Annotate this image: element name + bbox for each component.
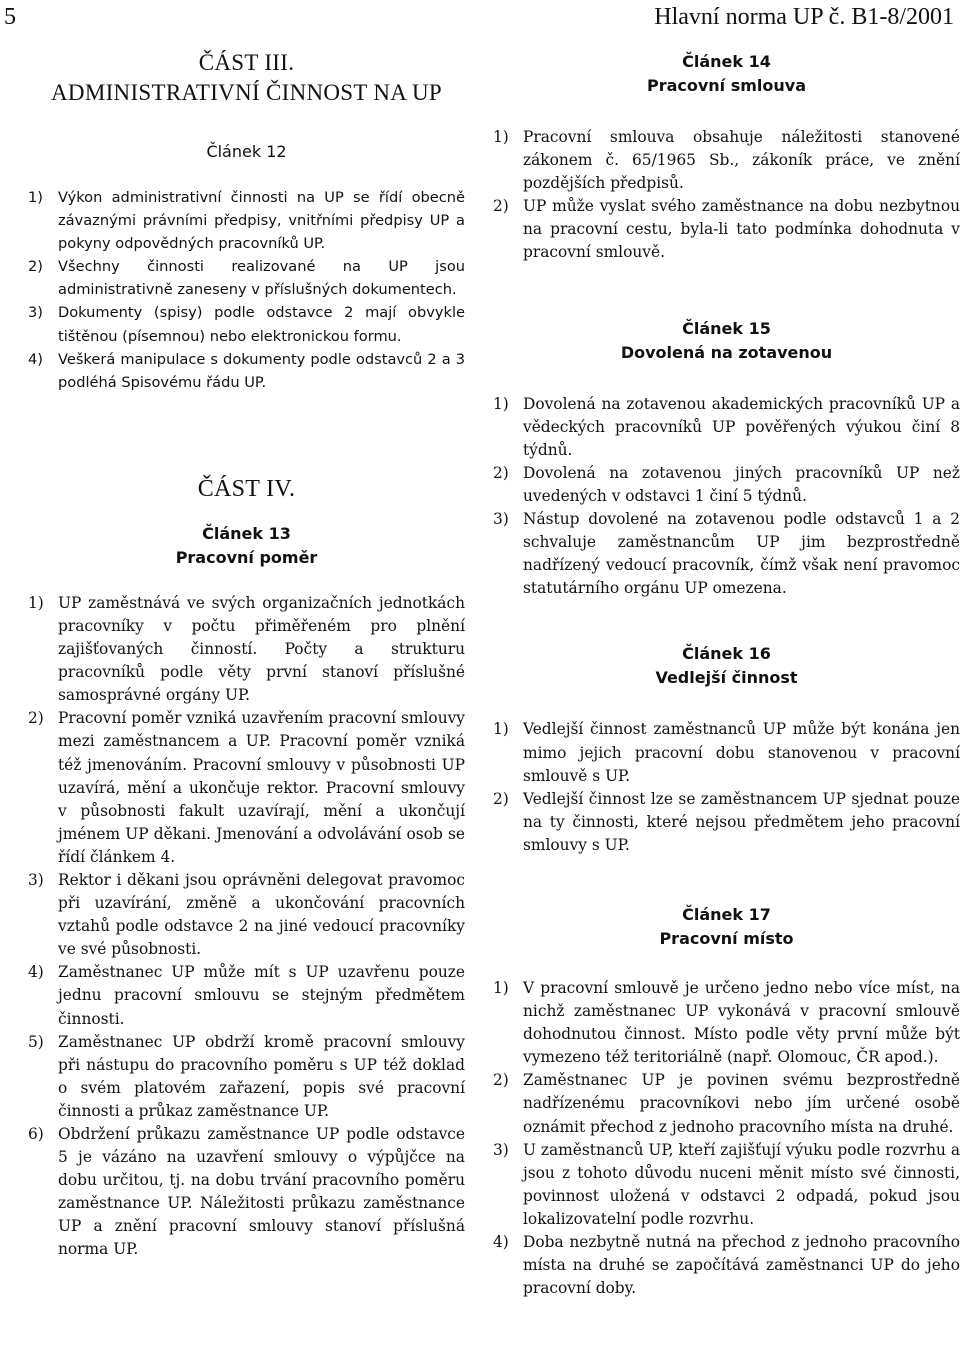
item-text: V pracovní smlouvě je určeno jedno nebo více míst, na nichž zaměstnanec UP vykonává v pracovní smlouvě dohodnutou činnost. Místo podle věty první může být vymezeno též teritoriálně (např. Olomouc, ČR apod.). (523, 978, 960, 1067)
item-text: Dovolená na zotavenou jiných pracovníků UP než uvedených v odstavci 1 činí 5 týdnů. (523, 463, 960, 505)
item-number: 5) (28, 1032, 44, 1051)
item-text: Pracovní smlouva obsahuje náležitosti stanovené zákonem č. 65/1965 Sb., zákoník práce, ve znění pozdějších předpisů. (523, 128, 960, 193)
item-text: Dokumenty (spisy) podle odstavce 2 mají obvykle tištěnou (písemnou) nebo elektronickou formu. (58, 304, 465, 345)
article-14-subtitle: Pracovní smlouva (646, 76, 807, 95)
item-number: 3) (493, 510, 509, 529)
item-number: 2) (493, 197, 509, 216)
list-item (493, 977, 960, 1069)
item-number: 1) (493, 720, 509, 739)
article-15-title: Článek 15 (682, 318, 771, 338)
item-number: 4) (493, 1233, 509, 1251)
item-text: Zaměstnanec UP může mít s UP uzavřenu pouze jednu pracovní smlouvu se stejným předmětem činnosti. (58, 963, 465, 1028)
article-12-heading (28, 140, 465, 164)
list-item (28, 707, 465, 869)
list-item (493, 195, 960, 264)
article-14-title: Článek 14 (682, 52, 771, 71)
article-13-heading (28, 522, 465, 570)
article-13-list (28, 592, 465, 1262)
list-item (28, 186, 465, 255)
list-item (493, 1139, 960, 1231)
article-15-subtitle: Dovolená na zotavenou (620, 342, 833, 362)
article-13-subtitle: Pracovní poměr (175, 547, 318, 567)
article-17-subtitle: Pracovní místo (659, 928, 794, 948)
item-text: Pracovní poměr vzniká uzavřením pracovní smlouvy mezi zaměstnancem a UP. Pracovní poměr vzniká též jmenováním. Pracovní smlouvy v působnosti UP uzavírá, mění a ukončuje rektor. Pracovní smlouvy v působnosti fakult uzavírají, mění a ukončují jménem UP děkani. Jmenování a odvolávání osob se řídí článkem 4. (58, 709, 465, 866)
document-reference: Hlavní norma UP č. B1-8/2001 (654, 4, 954, 30)
list-item (493, 126, 960, 195)
item-text: Zaměstnanec UP je povinen svému bezprostředně nadřízenému pracovníkovi nebo jím určené osobě oznámit přechod z jednoho pracovního místa na druhé. (523, 1071, 960, 1136)
list-item (28, 1031, 465, 1123)
item-number: 2) (28, 258, 43, 276)
item-text: UP může vyslat svého zaměstnance na dobu nezbytnou na pracovní cestu, byla-li tato podmínka dohodnuta v pracovní smlouvě. (523, 197, 960, 262)
list-item (28, 1123, 465, 1262)
item-number: 1) (28, 593, 44, 612)
list-item (493, 1231, 960, 1300)
item-text: Doba nezbytně nutná na přechod z jednoho pracovního místa na druhé se započítává zaměstnanci UP do jeho pracovní doby. (523, 1233, 960, 1298)
list-item (493, 393, 960, 462)
item-number: 2) (28, 709, 44, 728)
part-3-title: ČÁST III. (198, 50, 295, 75)
item-text: Vedlejší činnost zaměstnanců UP může být konána jen mimo jejich pracovní dobu stanovenou v pracovní smlouvě s UP. (523, 720, 960, 785)
list-item (28, 301, 465, 347)
list-item (493, 718, 960, 787)
article-16-heading (493, 642, 960, 690)
list-item (493, 508, 960, 600)
list-item (28, 255, 465, 301)
item-number: 1) (493, 978, 509, 997)
list-item (28, 961, 465, 1030)
item-number: 1) (28, 189, 43, 206)
list-item (493, 462, 960, 508)
article-17-heading (493, 903, 960, 951)
item-number: 1) (493, 128, 509, 146)
page-number: 5 (4, 4, 16, 30)
item-text: Vedlejší činnost lze se zaměstnancem UP sjednat pouze na ty činnosti, které nejsou předmětem jeho pracovní smlouvy s UP. (523, 789, 960, 854)
item-number: 2) (493, 463, 509, 482)
list-item (28, 592, 465, 707)
item-number: 4) (28, 963, 44, 982)
item-text: Výkon administrativní činnosti na UP se řídí obecně závaznými právními předpisy, vnitřními předpisy UP a pokyny odpovědných pracovníků UP. (58, 189, 465, 253)
item-number: 2) (493, 1071, 509, 1090)
item-text: Rektor i děkani jsou oprávněni delegovat pravomoc při uzavírání, změně a ukončování pracovních vztahů podle odstavce 2 na jiné vedoucí pracovníky ve své působnosti. (58, 870, 465, 959)
article-12-list (28, 186, 465, 394)
article-16-list (493, 718, 960, 857)
item-text: Veškerá manipulace s dokumenty podle odstavců 2 a 3 podléhá Spisovému řádu UP. (58, 350, 465, 391)
item-number: 4) (28, 350, 43, 368)
part-3-subtitle: ADMINISTRATIVNÍ ČINNOST NA UP (51, 80, 442, 105)
item-text: UP zaměstnává ve svých organizačních jednotkách pracovníky v počtu přiměřeném pro plnění zajišťovaných činností. Počty a strukturu pracovníků podle věty první stanoví příslušné samosprávné orgány UP. (58, 593, 465, 705)
item-text: U zaměstnanců UP, kteří zajišťují výuku podle rozvrhu a jsou z tohoto důvodu nuceni měnit místo své činnosti, povinnost uložená v odstavci 2 odpadá, pokud jsou lokalizovatelní podle rozvrhu. (523, 1140, 960, 1228)
item-number: 3) (28, 870, 44, 889)
item-number: 1) (493, 394, 509, 413)
list-item (493, 788, 960, 857)
list-item (28, 348, 465, 394)
item-text: Nástup dovolené na zotavenou podle odstavců 1 a 2 schvaluje zaměstnancům UP jim bezprostředně nadřízený vedoucí pracovník, čímž však není pravomoc statutárního orgánu UP omezena. (523, 510, 960, 598)
list-item (493, 1069, 960, 1138)
item-number: 3) (493, 1140, 509, 1159)
item-text: Všechny činnosti realizované na UP jsou administrativně zaneseny v příslušných dokumentech. (58, 258, 465, 299)
article-15-list (493, 393, 960, 601)
article-17-title: Článek 17 (682, 904, 771, 924)
left-column (28, 42, 465, 1262)
list-item (28, 869, 465, 961)
item-text: Obdržení průkazu zaměstnance UP podle odstavce 5 je vázáno na uzavření smlouvy o výpůjčce na dobu určitou, tj. na dobu trvání pracovního poměru zaměstnance UP. Náležitosti průkazu zaměstnance UP a znění pracovní smlouvy stanoví příslušná norma UP. (58, 1125, 465, 1259)
article-15-heading (493, 317, 960, 365)
running-header (0, 0, 960, 36)
item-number: 3) (28, 304, 43, 322)
item-number: 6) (28, 1125, 44, 1143)
article-12-title: Článek 12 (206, 142, 287, 161)
article-14-list (493, 126, 960, 265)
article-17-list (493, 977, 960, 1300)
article-14-heading (493, 50, 960, 98)
article-16-subtitle: Vedlejší činnost (655, 668, 798, 688)
article-16-title: Článek 16 (682, 644, 771, 664)
part-4-title: ČÁST IV. (197, 475, 296, 502)
item-text: Dovolená na zotavenou akademických pracovníků UP a vědeckých pracovníků UP pověřených výukou činí 8 týdnů. (523, 394, 960, 459)
item-text: Zaměstnanec UP obdrží kromě pracovní smlouvy při nástupu do pracovního poměru s UP též doklad o svém platovém zařazení, popis své pracovní činnosti a průkaz zaměstnance UP. (58, 1032, 465, 1120)
item-number: 2) (493, 789, 509, 808)
article-13-title: Článek 13 (202, 523, 291, 543)
right-column (493, 42, 960, 1300)
